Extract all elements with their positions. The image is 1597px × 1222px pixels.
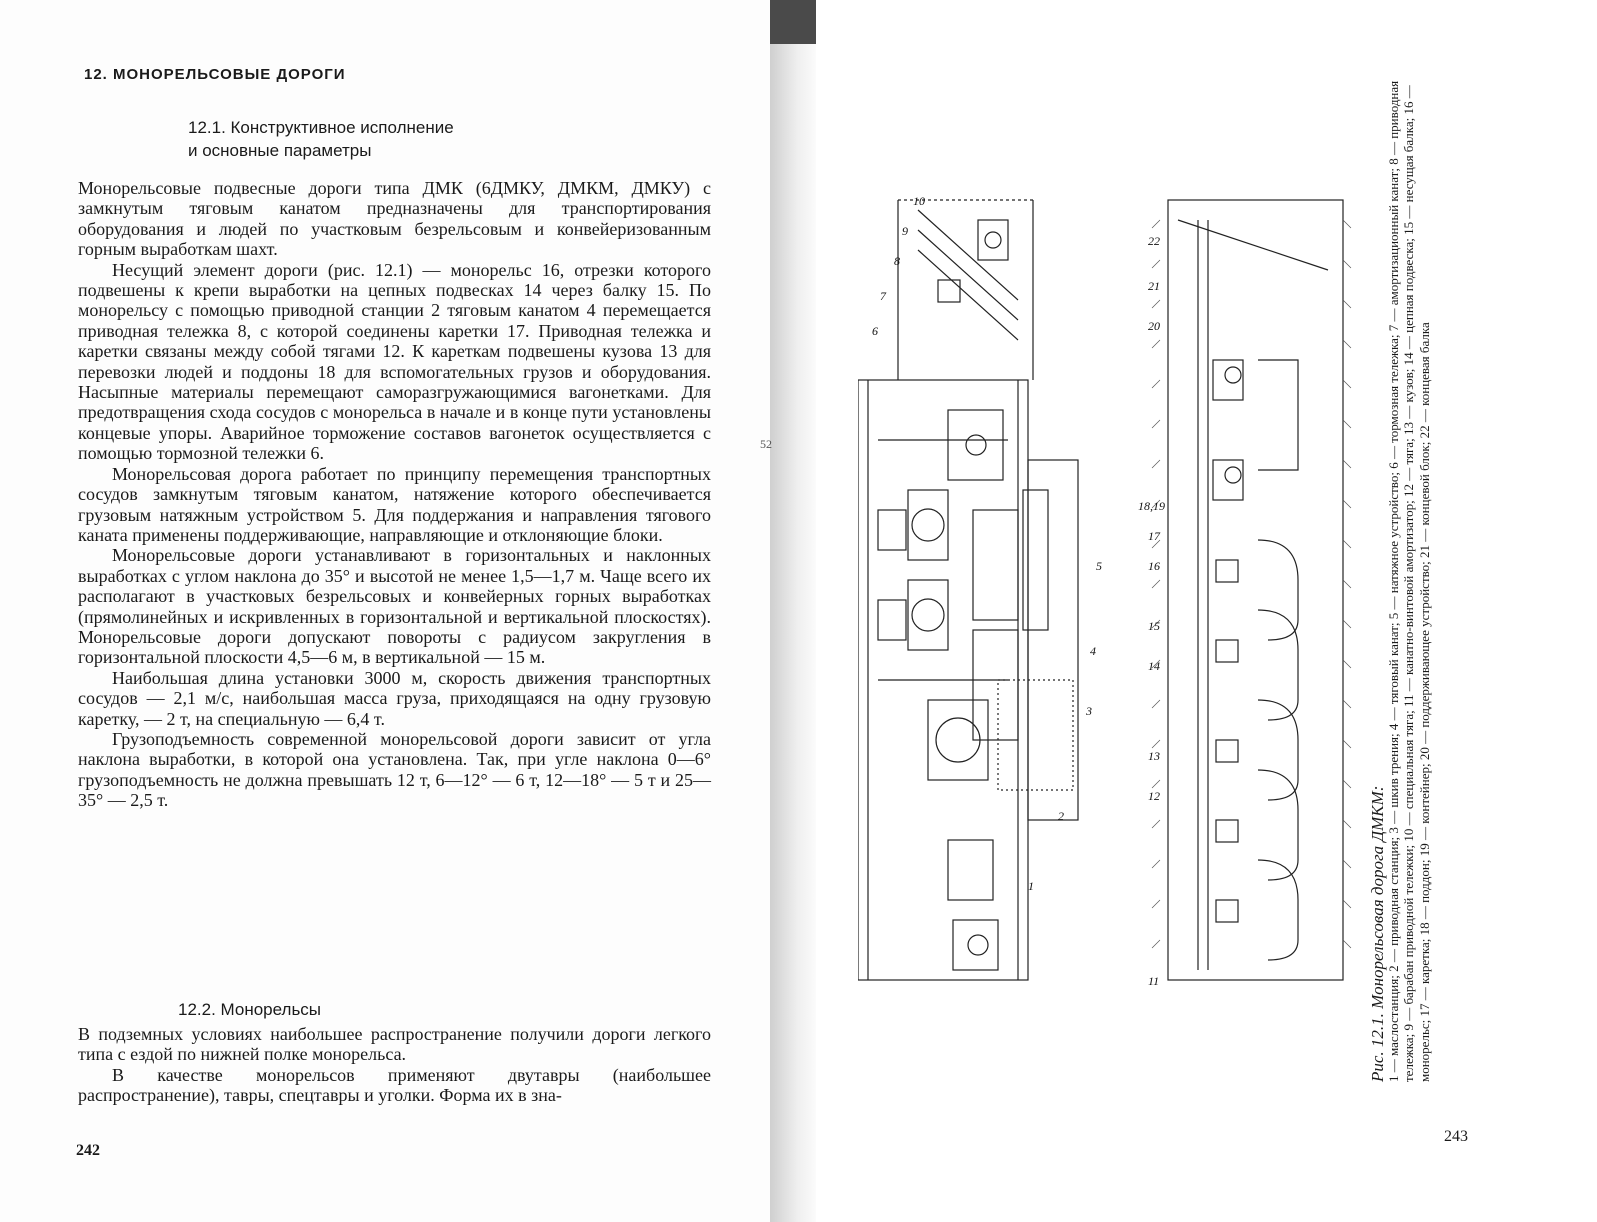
label-22: 22: [1148, 234, 1160, 248]
label-16: 16: [1148, 559, 1160, 573]
section-title: [188, 116, 588, 162]
body-text: [78, 178, 711, 811]
label-4: 4: [1090, 644, 1096, 658]
page-number-left: 242: [76, 1142, 100, 1159]
label-14: 14: [1148, 659, 1160, 673]
paragraph: В качестве монорельсов применяют двутавры (наибольшее распространение), тавры, спецтавры и уголки. Форма их в зна-: [78, 1064, 711, 1106]
section-title-2: 12.2. Монорельсы: [178, 1000, 322, 1019]
figure-caption-rotated: [1370, 72, 1432, 1082]
chapter-title: 12. МОНОРЕЛЬСОВЫЕ ДОРОГИ: [84, 66, 346, 83]
margin-mark: 52: [760, 437, 772, 451]
label-21: 21: [1148, 279, 1160, 293]
paragraph: Монорельсовые подвесные дороги типа ДМК (6ДМКУ, ДМКМ, ДМКУ) с замкнутым тяговым канатом предназначены для транспортирования оборудования и людей по участковым безрельсовым и конвейеризованным горным выработкам шахт.: [78, 178, 711, 260]
paragraph: Несущий элемент дороги (рис. 12.1) — монорельс 16, отрезки которого подвешены к крепи выработки на цепных подвесках 14 через балку 15. По монорельсу с помощью приводной станции 2 тяговым канатом 4 перемещается приводная тележка 8, с которой соединены каретки 17. Приводная тележка и каретки связаны между собой тягами 12. К кареткам подвешены кузова 13 для перевозки людей и поддоны 18 для вспомогательных грузов и оборудования. Насыпные материалы перемещают саморазгружающимися вагонетками. Для предотвращения схода сосудов с монорельса в начале и в конце пути установлены концевые упоры. Аварийное торможение составов вагонеток осуществляется с помощью тормозной тележки 6.: [78, 259, 711, 464]
gutter-shadow: [770, 0, 816, 44]
page-number-right: 243: [1444, 1128, 1468, 1145]
drive-station-area: [858, 380, 1078, 980]
caption-text: 1 — маслостанция; 2 — приводная станция; 3 — шкив трения; 4 — тяговый канат; 5 — натяжное устройство; 6 — тормозная тележка; 7 — амортизационный канат; 8 — приводная тележка; 9 — барабан приводной тележки; 10 — специальная тяга; 11 — канатно-винтовой амортизатор; 12 — тяга; 13 — кузов; 14 — цепная подвеска; 15 — несущая балка; 16 — монорельс; 17 — каретка; 18 — поддон; 19 — контейнер; 20 — поддерживающее устройство; 21 — концевой блок; 22 — концевая балка: [1385, 80, 1432, 1082]
paragraph: Монорельсовая дорога работает по принципу перемещения транспортных сосудов замкнутым тяговым канатом, натяжение которого обеспечивается грузовым натяжным устройством 5. Для поддержания и направления тягового каната применены поддерживающие, направляющие и отклоняющие блоки.: [78, 463, 711, 545]
left-page: [0, 0, 770, 1222]
label-6: 6: [872, 324, 878, 338]
label-3: 3: [1086, 704, 1092, 718]
upper-inclined-drift: [898, 200, 1033, 380]
figure-caption: [1370, 72, 1440, 1082]
book-gutter: [770, 0, 816, 1222]
label-2: 2: [1058, 809, 1064, 823]
paragraph: Наибольшая длина установки 3000 м, скорость движения транспортных сосудов — 2,1 м/с, наибольшая масса груза, приходящаяся на одну грузовую каретку, — 2 т, на специальную — 6,4 т.: [78, 667, 711, 729]
label-12: 12: [1148, 789, 1160, 803]
label-10: 10: [913, 194, 925, 208]
label-9: 9: [902, 224, 908, 238]
monorail-line: [1168, 200, 1343, 980]
label-18-19: 18,19: [1138, 499, 1165, 513]
label-8: 8: [894, 254, 900, 268]
paragraph: Монорельсовые дороги устанавливают в горизонтальных и наклонных выработках с углом наклона до 35° и высотой не менее 1,5—1,7 м. Чаще всего их располагают в участковых безрельсовых и конвейерных горных выработках (прямолинейных и искривленных в горизонтальной и вертикальной плоскостях). Монорельсовые дороги допускают повороты с радиусом закругления в горизонтальной плоскости 4,5—6 м, в вертикальной — 15 м.: [78, 545, 711, 668]
label-1: 1: [1028, 879, 1034, 893]
monorail-diagram: [858, 180, 1378, 1005]
paragraph: В подземных условиях наибольшее распространение получили дороги легкого типа с ездой по нижней полке монорельса.: [78, 1024, 711, 1065]
label-11: 11: [1148, 974, 1160, 988]
label-5: 5: [1096, 559, 1102, 573]
paragraph: Грузоподъемность современной монорельсовой дороги зависит от угла наклона выработки, в которой она установлена. Так, при угле наклона 0—6° грузоподъемность не должна превышать 12 т, 6—12° — 6 т, 12—18° — 5 т и 25—35° — 2,5 т.: [78, 728, 711, 811]
section-title-line2: и основные параметры: [188, 141, 372, 160]
section-title-line1: 12.1. Конструктивное исполнение: [188, 118, 454, 137]
label-20: 20: [1148, 319, 1160, 333]
rock-hatching: [858, 220, 1351, 958]
body-text-2: [78, 1024, 711, 1106]
label-15: 15: [1148, 619, 1160, 633]
label-13: 13: [1148, 749, 1160, 763]
caption-title: Рис. 12.1. Монорельсовая дорога ДМКМ:: [1368, 785, 1387, 1082]
label-17: 17: [1148, 529, 1160, 543]
label-7: 7: [880, 289, 886, 303]
